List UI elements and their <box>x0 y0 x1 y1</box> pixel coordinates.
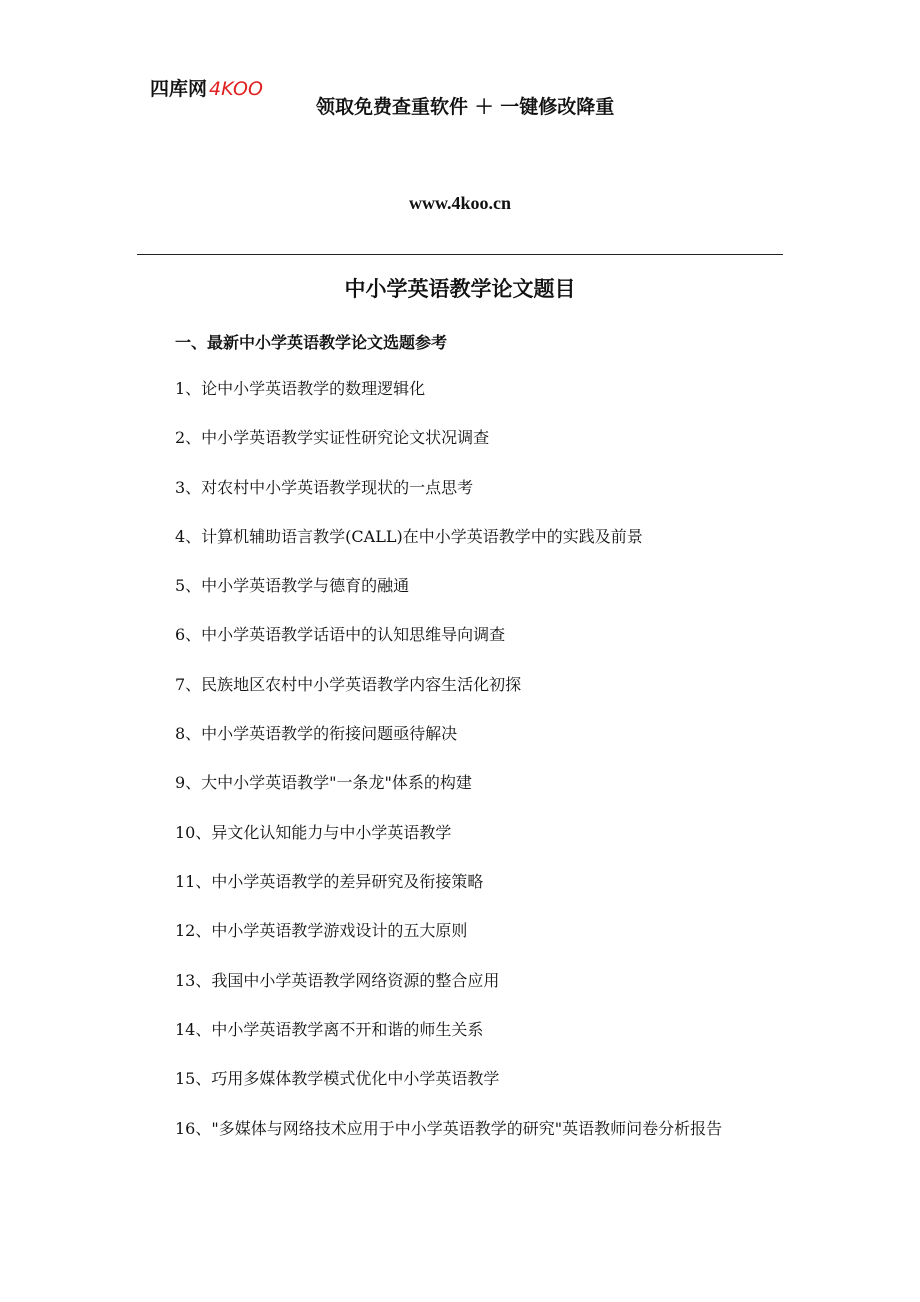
list-item: 5、中小学英语教学与德育的融通 <box>175 576 410 596</box>
list-item: 10、异文化认知能力与中小学英语教学 <box>175 822 452 842</box>
list-item: 7、民族地区农村中小学英语教学内容生活化初探 <box>175 674 522 694</box>
list-item: 3、对农村中小学英语教学现状的一点思考 <box>175 477 474 497</box>
list-item: 2、中小学英语教学实证性研究论文状况调查 <box>175 428 490 448</box>
list-item: 12、中小学英语教学游戏设计的五大原则 <box>175 921 468 941</box>
document-title: 中小学英语教学论文题目 <box>344 277 576 301</box>
list-item-16: 16、"多媒体与网络技术应用于中小学英语教学的研究"英语教师问卷分析报告 <box>175 1119 723 1138</box>
section-heading: 一、最新中小学英语教学论文选题参考 <box>175 333 448 352</box>
logo-text-cn: 四库网 <box>150 78 208 100</box>
promo-slogan: 领取免费查重软件 ＋ 一键修改降重 <box>316 96 615 118</box>
list-item: 15、巧用多媒体教学模式优化中小学英语教学 <box>175 1069 500 1089</box>
list-item: 9、大中小学英语教学"一条龙"体系的构建 <box>175 773 472 793</box>
list-item: 1、论中小学英语教学的数理逻辑化 <box>175 379 426 398</box>
site-url[interactable]: www.4koo.cn <box>408 193 511 213</box>
header-divider <box>137 254 783 255</box>
list-item: 14、中小学英语教学离不开和谐的师生关系 <box>175 1019 484 1039</box>
list-item: 8、中小学英语教学的衔接问题亟待解决 <box>175 724 458 744</box>
list-item: 6、中小学英语教学话语中的认知思维导向调查 <box>175 625 506 645</box>
topic-list <box>175 377 785 1116</box>
list-item: 4、计算机辅助语言教学(CALL)在中小学英语教学中的实践及前景 <box>175 526 643 546</box>
logo-text-en: 4KOO <box>209 78 263 100</box>
list-item: 11、中小学英语教学的差异研究及衔接策略 <box>175 871 484 891</box>
list-item: 13、我国中小学英语教学网络资源的整合应用 <box>175 970 500 990</box>
site-logo[interactable] <box>150 74 263 101</box>
